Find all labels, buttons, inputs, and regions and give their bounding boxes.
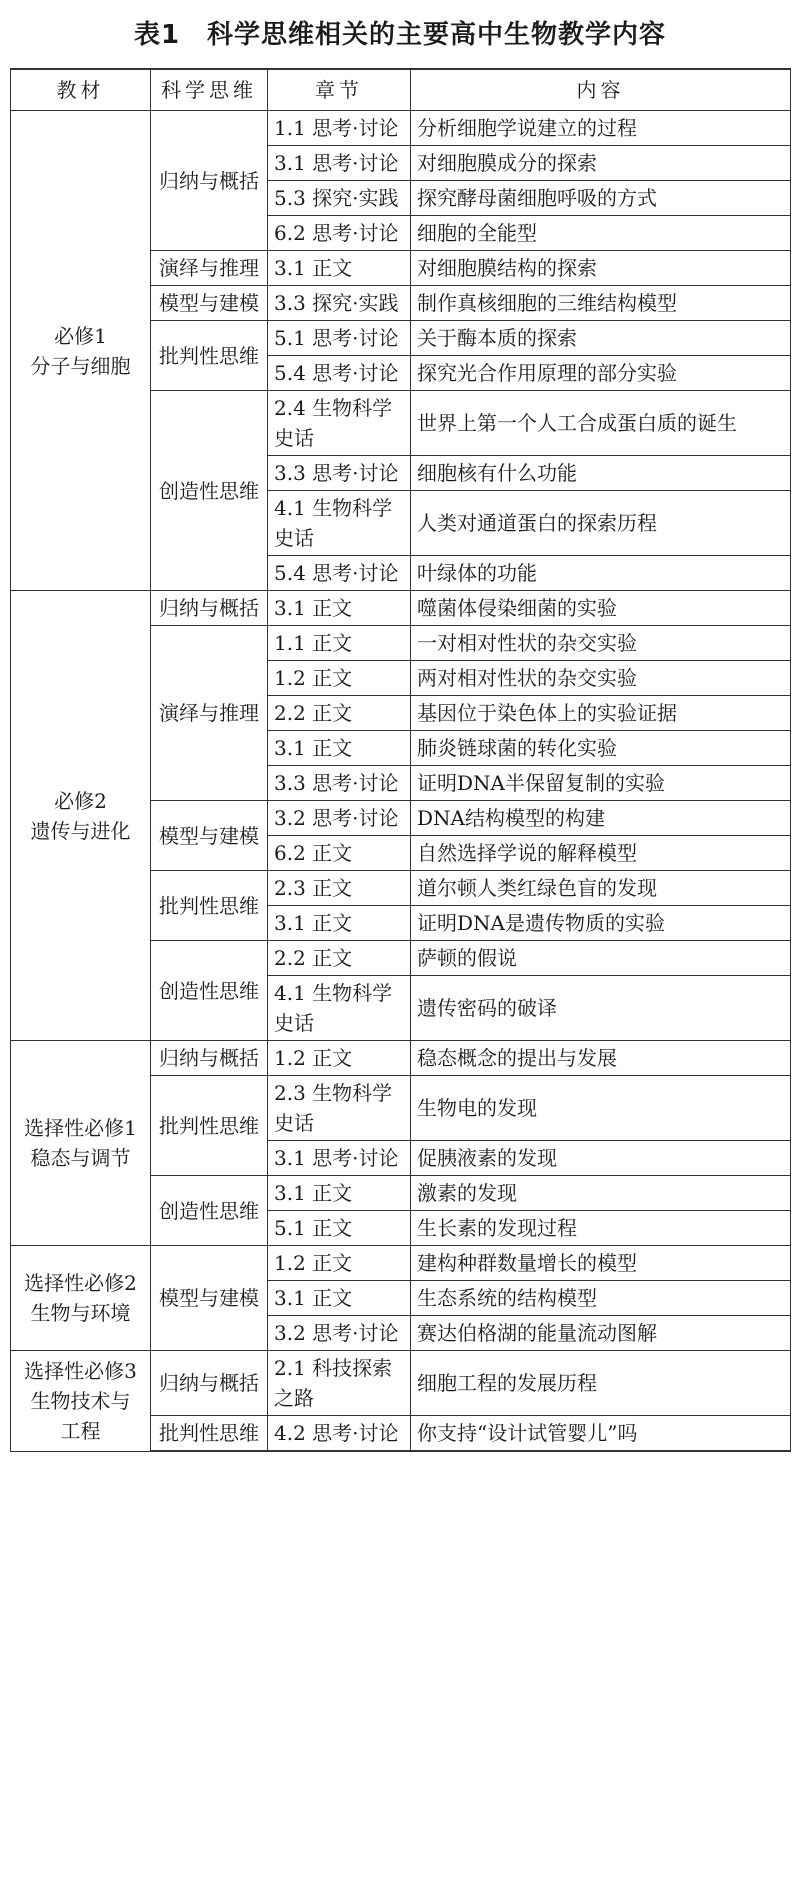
thinking-cell: 模型与建模 [151, 1246, 268, 1351]
book-name-line: 生物技术与 [30, 1388, 131, 1413]
content-cell: 证明DNA是遗传物质的实验 [411, 906, 791, 941]
chapter-cell: 2.3 生物科学史话 [268, 1076, 411, 1141]
table-row [11, 591, 791, 626]
thinking-cell: 批判性思维 [151, 871, 268, 941]
book-name-line: 选择性必修2 [24, 1271, 137, 1295]
chapter-cell: 1.2 正文 [268, 1041, 411, 1076]
thinking-cell: 模型与建模 [151, 801, 268, 871]
content-cell: 激素的发现 [411, 1176, 791, 1211]
table-body [11, 111, 791, 1452]
book-name-line: 遗传与进化 [30, 818, 131, 843]
chapter-cell: 5.3 探究·实践 [268, 181, 411, 216]
book-name-line: 选择性必修1 [24, 1116, 137, 1140]
content-cell: 分析细胞学说建立的过程 [411, 111, 791, 146]
content-cell: 证明DNA半保留复制的实验 [411, 766, 791, 801]
content-cell: 噬菌体侵染细菌的实验 [411, 591, 791, 626]
content-cell: 两对相对性状的杂交实验 [411, 661, 791, 696]
book-name-line: 必修1 [54, 323, 107, 348]
content-cell: 遗传密码的破译 [411, 976, 791, 1041]
chapter-cell: 5.1 思考·讨论 [268, 321, 411, 356]
teaching-content-table [10, 68, 791, 1452]
content-cell: 细胞的全能型 [411, 216, 791, 251]
thinking-cell: 归纳与概括 [151, 1041, 268, 1076]
content-cell: 探究酵母菌细胞呼吸的方式 [411, 181, 791, 216]
content-cell: 稳态概念的提出与发展 [411, 1041, 791, 1076]
content-cell: 生态系统的结构模型 [411, 1281, 791, 1316]
content-cell: 萨顿的假说 [411, 941, 791, 976]
chapter-cell: 6.2 思考·讨论 [268, 216, 411, 251]
thinking-cell: 批判性思维 [151, 321, 268, 391]
chapter-cell: 6.2 正文 [268, 836, 411, 871]
book-name-line: 必修2 [54, 788, 107, 813]
content-cell: 对细胞膜成分的探索 [411, 146, 791, 181]
content-cell: 细胞核有什么功能 [411, 456, 791, 491]
chapter-cell: 1.1 思考·讨论 [268, 111, 411, 146]
chapter-cell: 2.2 正文 [268, 696, 411, 731]
chapter-cell: 2.4 生物科学史话 [268, 391, 411, 456]
thinking-cell: 演绎与推理 [151, 251, 268, 286]
chapter-cell: 2.1 科技探索之路 [268, 1351, 411, 1416]
content-cell: 建构种群数量增长的模型 [411, 1246, 791, 1281]
chapter-cell: 2.3 正文 [268, 871, 411, 906]
content-cell: 叶绿体的功能 [411, 556, 791, 591]
thinking-cell: 归纳与概括 [151, 1351, 268, 1416]
thinking-cell: 归纳与概括 [151, 111, 268, 251]
content-cell: 生物电的发现 [411, 1076, 791, 1141]
chapter-cell: 3.1 正文 [268, 1176, 411, 1211]
column-header-thinking: 科学思维 [151, 69, 268, 111]
column-header-chapter: 章节 [268, 69, 411, 111]
content-cell: 探究光合作用原理的部分实验 [411, 356, 791, 391]
content-cell: 自然选择学说的解释模型 [411, 836, 791, 871]
chapter-cell: 3.3 思考·讨论 [268, 456, 411, 491]
content-cell: 一对相对性状的杂交实验 [411, 626, 791, 661]
table-row [11, 1041, 791, 1076]
table-title: 表1 科学思维相关的主要高中生物教学内容 [133, 20, 667, 50]
content-cell: 道尔顿人类红绿色盲的发现 [411, 871, 791, 906]
content-cell: 基因位于染色体上的实验证据 [411, 696, 791, 731]
chapter-cell: 1.2 正文 [268, 661, 411, 696]
content-cell: 赛达伯格湖的能量流动图解 [411, 1316, 791, 1351]
content-cell: 促胰液素的发现 [411, 1141, 791, 1176]
thinking-cell: 批判性思维 [151, 1416, 268, 1452]
chapter-cell: 3.2 思考·讨论 [268, 1316, 411, 1351]
content-cell: 生长素的发现过程 [411, 1211, 791, 1246]
column-header-book: 教材 [11, 69, 151, 111]
table-header-row [11, 69, 791, 111]
thinking-cell: 创造性思维 [151, 391, 268, 591]
chapter-cell: 4.2 思考·讨论 [268, 1416, 411, 1452]
book-name-line: 稳态与调节 [30, 1146, 131, 1170]
book-cell [11, 1246, 151, 1351]
chapter-cell: 4.1 生物科学史话 [268, 976, 411, 1041]
book-name-line: 分子与细胞 [30, 353, 131, 378]
chapter-cell: 1.2 正文 [268, 1246, 411, 1281]
chapter-cell: 5.4 思考·讨论 [268, 356, 411, 391]
chapter-cell: 5.4 思考·讨论 [268, 556, 411, 591]
content-cell: 肺炎链球菌的转化实验 [411, 731, 791, 766]
book-cell [11, 1041, 151, 1246]
chapter-cell: 3.1 思考·讨论 [268, 1141, 411, 1176]
chapter-cell: 3.1 正文 [268, 591, 411, 626]
book-name-line: 生物与环境 [30, 1301, 131, 1325]
thinking-cell: 创造性思维 [151, 941, 268, 1041]
content-cell: 世界上第一个人工合成蛋白质的诞生 [411, 391, 791, 456]
book-name-line: 工程 [60, 1418, 101, 1443]
content-cell: 人类对通道蛋白的探索历程 [411, 491, 791, 556]
chapter-cell: 3.2 思考·讨论 [268, 801, 411, 836]
chapter-cell: 3.1 正文 [268, 251, 411, 286]
chapter-cell: 4.1 生物科学史话 [268, 491, 411, 556]
content-cell: 制作真核细胞的三维结构模型 [411, 286, 791, 321]
book-cell [11, 1351, 151, 1452]
content-cell: 细胞工程的发展历程 [411, 1351, 791, 1416]
thinking-cell: 归纳与概括 [151, 591, 268, 626]
content-cell: 关于酶本质的探索 [411, 321, 791, 356]
chapter-cell: 2.2 正文 [268, 941, 411, 976]
book-name-line: 选择性必修3 [24, 1358, 137, 1383]
content-cell: 你支持“设计试管婴儿”吗 [411, 1416, 791, 1452]
column-header-content: 内容 [411, 69, 791, 111]
chapter-cell: 3.3 思考·讨论 [268, 766, 411, 801]
chapter-cell: 3.1 思考·讨论 [268, 146, 411, 181]
thinking-cell: 模型与建模 [151, 286, 268, 321]
thinking-cell: 创造性思维 [151, 1176, 268, 1246]
thinking-cell: 批判性思维 [151, 1076, 268, 1176]
chapter-cell: 3.1 正文 [268, 906, 411, 941]
chapter-cell: 3.1 正文 [268, 731, 411, 766]
content-cell: DNA结构模型的构建 [411, 801, 791, 836]
chapter-cell: 3.3 探究·实践 [268, 286, 411, 321]
thinking-cell: 演绎与推理 [151, 626, 268, 801]
book-cell [11, 591, 151, 1041]
chapter-cell: 1.1 正文 [268, 626, 411, 661]
book-cell [11, 111, 151, 591]
content-cell: 对细胞膜结构的探索 [411, 251, 791, 286]
table-row [11, 111, 791, 146]
table-row [11, 1246, 791, 1281]
chapter-cell: 5.1 正文 [268, 1211, 411, 1246]
chapter-cell: 3.1 正文 [268, 1281, 411, 1316]
table-row [11, 1351, 791, 1416]
